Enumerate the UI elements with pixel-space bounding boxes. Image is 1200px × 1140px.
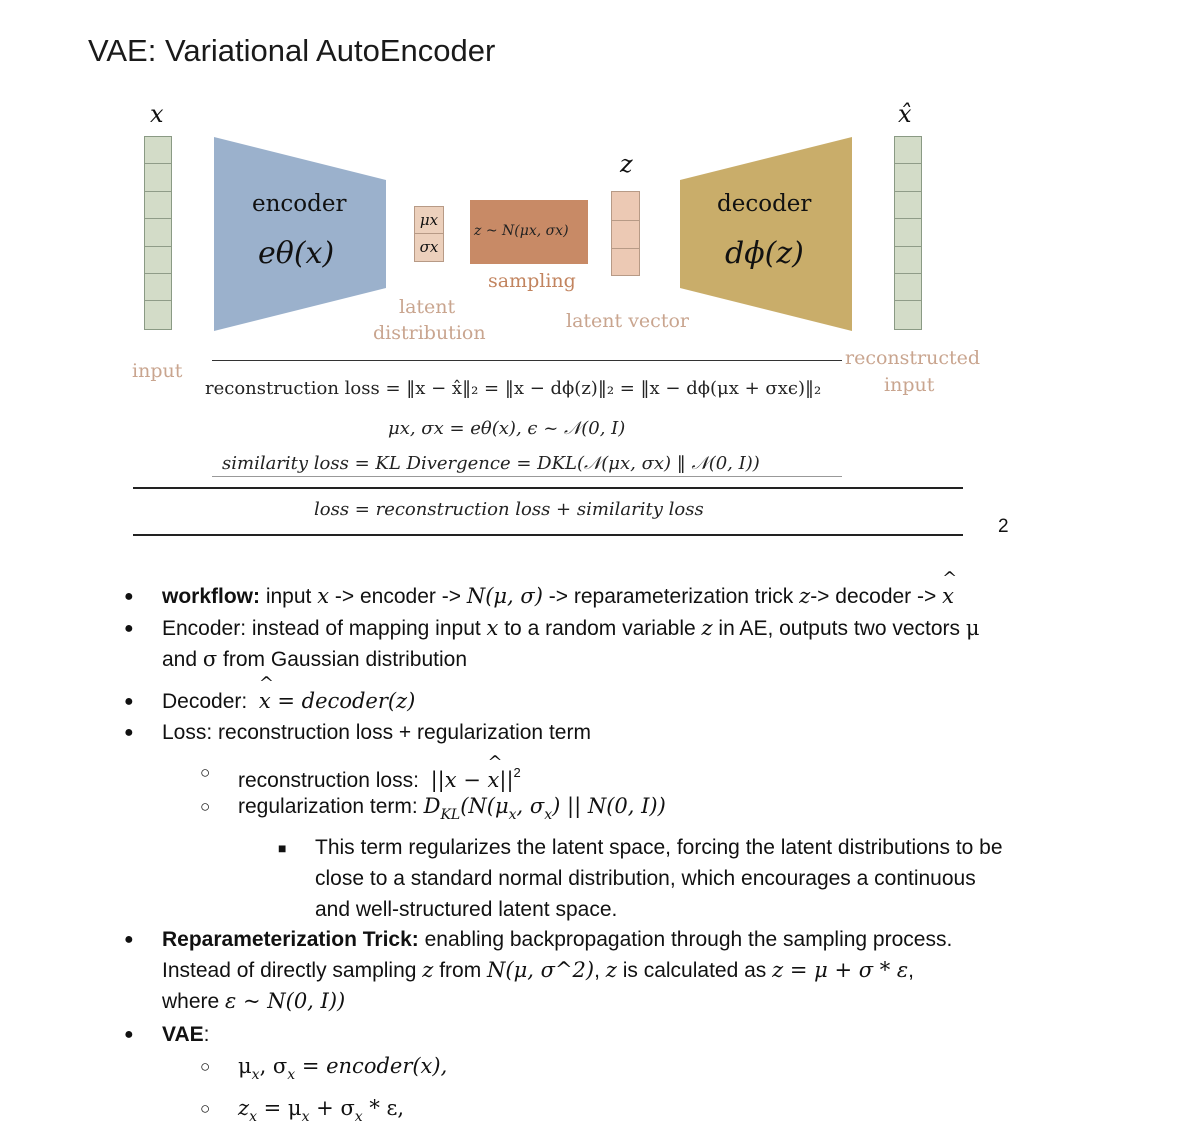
reparameterization-line2 (162, 955, 914, 986)
math-expr: * ε, (362, 1096, 405, 1120)
reparameterization-line3 (162, 986, 345, 1017)
loss-bottom-rule (133, 534, 963, 536)
workflow-text: -> reparameterization trick (542, 585, 800, 608)
page-title: VAE: Variational AutoEncoder (88, 33, 496, 68)
decoder-function: dϕ(z) (725, 236, 804, 271)
math-expr: + σ (309, 1096, 355, 1120)
decoder-equation: = decoder(z) (270, 689, 416, 713)
reparameterization-item (162, 924, 952, 955)
encoder-function: eθ(x) (258, 236, 335, 271)
reconstruction-loss-label: reconstruction loss: (238, 769, 419, 792)
sampling-expression: z ~ N(μx, σx) (474, 223, 569, 239)
encoder-text: in AE, outputs two vectors (712, 617, 966, 640)
encoder-text: and (162, 648, 203, 671)
math-expr: || (499, 768, 514, 792)
math-z: z (605, 958, 617, 982)
subscript: x (508, 807, 517, 823)
bullet-square: ■ (278, 840, 287, 856)
input-vector (144, 136, 172, 330)
latent-distribution-line1: latent (399, 296, 456, 318)
superscript: 2 (513, 765, 521, 780)
regularization-note-line1: This term regularizes the latent space, forcing the latent distributions to be (315, 836, 1003, 859)
regularization-term-item (238, 791, 666, 831)
math-z: z (422, 958, 434, 982)
encoder-title: encoder (252, 191, 347, 217)
bullet-circle: ○ (200, 797, 211, 816)
math-expr: ) || N(0, I)) (552, 794, 666, 818)
math-expr: = encoder(x), (295, 1054, 448, 1078)
bullet-circle: ○ (200, 1057, 211, 1076)
reconstructed-line1: reconstructed (845, 347, 981, 369)
math-expr: ||x − (430, 768, 488, 792)
decoder-title: decoder (717, 191, 812, 217)
bullet-circle: ○ (200, 1099, 211, 1118)
subscript: x (544, 807, 553, 823)
vae-sampling-step (238, 1093, 404, 1133)
workflow-text: -> encoder -> (329, 585, 467, 608)
mu-x: μx (415, 207, 443, 234)
sigma-x: σx (419, 238, 439, 256)
input-label: input (132, 360, 183, 382)
encoder-item-line2 (162, 644, 467, 675)
reparameterization-text: where (162, 990, 226, 1013)
latent-distribution-line2: distribution (373, 322, 486, 344)
math-expr: , σ (516, 794, 545, 818)
math-sigma: σ (202, 647, 218, 671)
reparameterization-text: , (594, 959, 606, 982)
encoder-block (210, 134, 390, 334)
loss-top-rule (133, 487, 963, 489)
reparameterization-text: , (908, 959, 915, 982)
latent-vector-label: latent vector (566, 310, 689, 332)
math-x: x (317, 584, 330, 608)
math-z: z (238, 1096, 250, 1120)
vae-colon: : (203, 1023, 210, 1046)
workflow-label: workflow: (162, 585, 260, 608)
sampling-label: sampling (488, 270, 576, 292)
output-vector (894, 136, 922, 330)
reparameterization-text: enabling backpropagation through the sampling process. (418, 928, 953, 951)
reparameterization-text: Instead of directly sampling (162, 959, 423, 982)
decoder-item (162, 686, 415, 717)
workflow-text: input (260, 585, 318, 608)
input-x-label: x (150, 100, 164, 128)
subscript: x (287, 1067, 296, 1083)
encoder-text: to a random variable (498, 617, 702, 640)
subscript: KL (440, 807, 461, 823)
reconstructed-line2: input (884, 374, 935, 396)
encoder-item (162, 613, 980, 644)
bullet-dot: ● (124, 620, 134, 637)
workflow-item (162, 581, 954, 612)
reparameterization-text: from (433, 959, 488, 982)
output-x-hat-label: x̂ (898, 100, 912, 128)
regularization-note-line2: close to a standard normal distribution, which encourages a continuous (315, 867, 976, 890)
math-normal: N(μ, σ^2) (487, 958, 595, 982)
diagram-divider-line (212, 360, 842, 361)
loss-item: Loss: reconstruction loss + regularization term (162, 721, 591, 744)
latent-vector (611, 191, 640, 276)
z-label: z (620, 150, 633, 178)
decoder-label: Decoder: (162, 690, 248, 713)
bullet-dot: ● (124, 588, 134, 605)
subscript: x (354, 1109, 363, 1125)
regularization-term-label: regularization term: (238, 795, 418, 818)
bullet-circle: ○ (200, 763, 211, 782)
vae-item (162, 1019, 209, 1050)
bullet-dot: ● (124, 724, 134, 741)
math-x: x (486, 616, 499, 640)
math-normal: N(μ, σ) (466, 584, 543, 608)
subscript: x (251, 1067, 260, 1083)
math-x-hat: ^ x (488, 765, 500, 796)
reparameterization-text: is calculated as (616, 959, 773, 982)
math-expr: (N(μ (460, 794, 509, 818)
math-mu: μ (238, 1054, 252, 1078)
bullet-dot: ● (124, 931, 134, 948)
total-loss-equation: loss = reconstruction loss + similarity loss (314, 499, 704, 520)
encoder-text: from Gaussian distribution (217, 648, 467, 671)
bullet-dot: ● (124, 693, 134, 710)
math-mu: μ (965, 616, 980, 640)
mu-sigma-equation: μx, σx = eθ(x), ϵ ~ 𝒩(0, I) (388, 418, 626, 439)
vae-encoder-step (238, 1051, 447, 1091)
subscript: x (249, 1109, 257, 1125)
vae-label: VAE (162, 1023, 204, 1046)
similarity-underline (212, 476, 842, 477)
bullet-dot: ● (124, 1026, 134, 1043)
similarity-loss-equation: similarity loss = KL Divergence = DKL(𝒩(μx, σx) ‖ 𝒩(0, I)) (222, 453, 760, 474)
vae-diagram (0, 0, 1200, 560)
regularization-note-line3: and well-structured latent space. (315, 898, 618, 921)
mu-sigma-box (414, 206, 444, 262)
encoder-text: Encoder: instead of mapping input (162, 617, 487, 640)
math-z: z (701, 616, 713, 640)
page-number: 2 (998, 516, 1009, 537)
workflow-text: -> decoder -> (810, 585, 943, 608)
subscript: x (301, 1109, 310, 1125)
reparameterization-label: Reparameterization Trick: (162, 928, 419, 951)
math-reparam-equation: z = μ + σ * ε (772, 958, 909, 982)
math-sigma: , σ (259, 1054, 288, 1078)
math-x-hat: ^ x (942, 581, 954, 612)
math-epsilon: ε ~ N(0, I)) (225, 989, 346, 1013)
math-x-hat: ^ x (259, 686, 271, 717)
reconstruction-loss-equation: reconstruction loss = ‖x − x̂‖₂ = ‖x − dϕ(z)‖₂ = ‖x − dϕ(μx + σxϵ)‖₂ (205, 378, 822, 399)
math-expr: = μ (256, 1096, 302, 1120)
math-z: z (799, 584, 811, 608)
math-d: D (423, 794, 441, 818)
decoder-block (676, 134, 856, 334)
